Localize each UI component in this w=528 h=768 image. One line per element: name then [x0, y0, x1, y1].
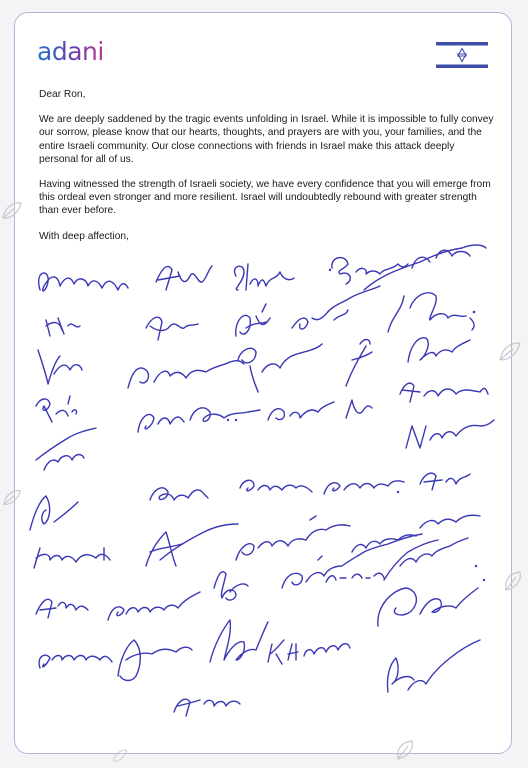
signature: [406, 420, 494, 448]
ink-dot: [329, 269, 331, 271]
signature: [34, 548, 110, 568]
signature: [292, 286, 380, 329]
signature: [346, 340, 372, 387]
signature: [400, 383, 488, 402]
signature: [420, 473, 470, 490]
signature: [324, 481, 404, 494]
paragraph-2: Having witnessed the strength of Israeli society, we have every confidence that you will emerge from this ordeal even stronger and more resilient. Israel will undoubtedly rebound with greater strength than ever before.: [39, 179, 491, 217]
signature: [174, 699, 240, 716]
signature: [128, 361, 244, 388]
signature: [30, 496, 78, 530]
signature: [150, 488, 208, 500]
signature: [282, 534, 422, 588]
ink-dot: [227, 419, 229, 421]
signature: [39, 273, 128, 291]
signature: [118, 640, 192, 681]
ink-dot: [235, 419, 237, 421]
signature: [210, 620, 268, 662]
signature: [384, 538, 468, 580]
signature: [378, 588, 478, 626]
signature: [238, 344, 322, 392]
paragraph-1: We are deeply saddened by the tragic events unfolding in Israel. While it is impossible to fully convey our sorrow, please know that our hearts, thoughts, and prayers are with you, your families, and the entire Israeli community. Our close connections with friends in Israel make this attack deeply personal for all of us.: [39, 114, 494, 165]
signature: [46, 318, 80, 336]
signature: [236, 516, 350, 560]
signature: [388, 293, 474, 332]
signature: [146, 524, 238, 566]
signature: [38, 350, 82, 384]
signature: [214, 572, 248, 600]
signature: [39, 655, 112, 668]
signature: [364, 245, 486, 290]
ink-dot: [397, 491, 399, 493]
signature: [420, 515, 480, 528]
signature: [240, 480, 312, 492]
salutation: Dear Ron,: [39, 89, 86, 100]
signature: [235, 264, 294, 290]
signature: [156, 266, 212, 290]
signature: [146, 317, 198, 340]
signature: [236, 304, 270, 336]
ink-dot: [473, 311, 476, 314]
signature: [408, 338, 470, 362]
signature: [268, 402, 334, 420]
adani-logo: adani: [37, 37, 104, 66]
ink-dot: [483, 579, 485, 581]
signature: [36, 599, 88, 618]
signature: [108, 592, 200, 620]
signature: [36, 428, 96, 470]
signature: [268, 640, 350, 664]
signature: [138, 408, 260, 432]
signature: [326, 573, 384, 582]
signature: [36, 396, 77, 422]
signature: [387, 640, 480, 692]
signature: [346, 400, 372, 418]
closing: With deep affection,: [39, 230, 129, 242]
ink-dot: [475, 565, 477, 567]
